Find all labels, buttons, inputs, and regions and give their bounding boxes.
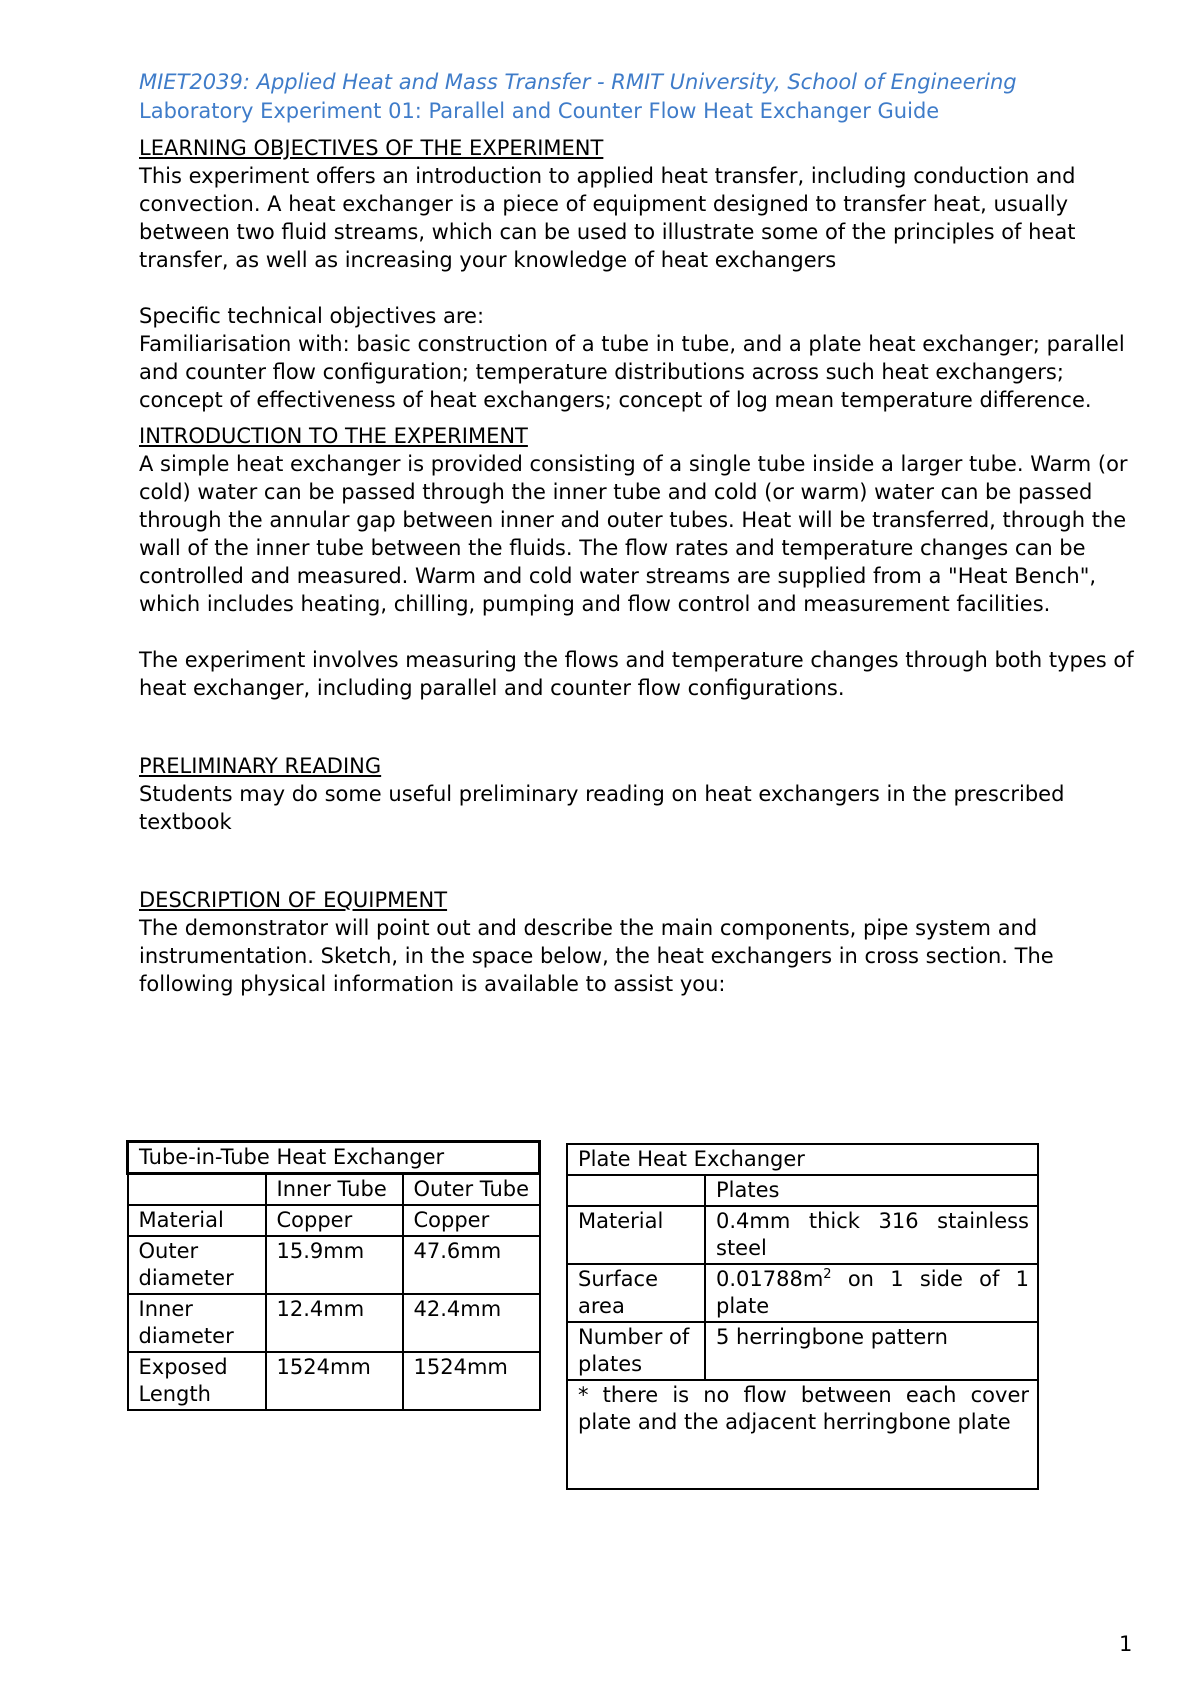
row-label: Surface area — [567, 1264, 705, 1322]
introduction-paragraph-2: The experiment involves measuring the flows and temperature changes through both types of heat exchanger, including parallel and counter flow configurations. — [139, 648, 1134, 700]
row-label: Material — [567, 1206, 705, 1264]
reading-text: Students may do some useful preliminary reading on heat exchangers in the prescribed textbook — [139, 782, 1065, 834]
plate-table-corner — [567, 1175, 705, 1206]
tube-table-corner — [128, 1174, 266, 1206]
plate-heat-exchanger-table — [566, 1143, 1039, 1490]
specific-objectives-text: Familiarisation with: basic construction of a tube in tube, and a plate heat exchanger; parallel and counter flow configuration; temperature distributions across such heat exchangers; concept of effectiveness of heat exchangers; concept of log mean temperature difference. — [139, 332, 1125, 412]
table-row — [128, 1352, 540, 1410]
row-label: Number of plates — [567, 1322, 705, 1380]
table-row — [128, 1236, 540, 1294]
tube-table-title: Tube-in-Tube Heat Exchanger — [128, 1142, 540, 1174]
table-row — [128, 1205, 540, 1236]
plate-value: 0.4mm thick 316 stainless steel — [705, 1206, 1038, 1264]
inner-value: 1524mm — [266, 1352, 403, 1410]
outer-value: 1524mm — [403, 1352, 540, 1410]
introduction-title: INTRODUCTION TO THE EXPERIMENT — [139, 424, 528, 448]
row-label: Outer diameter — [128, 1236, 266, 1294]
introduction-paragraph-1: A simple heat exchanger is provided consisting of a single tube inside a larger tube. Warm (or cold) water can be passed through the inner tube and cold (or warm) water can be passed through the annular gap between inner and outer tubes. Heat will be transferred, through the wall of the inner tube between the fluids. The flow rates and temperature changes can be controlled and measured. Warm and cold water streams are supplied from a "Heat Bench", which includes heating, chilling, pumping and flow control and measurement facilities. — [139, 452, 1128, 616]
tube-table-header-inner: Inner Tube — [266, 1174, 403, 1206]
plate-table-note: * there is no flow between each cover plate and the adjacent herringbone plate — [567, 1380, 1038, 1489]
lab-header: Laboratory Experiment 01: Parallel and Counter Flow Heat Exchanger Guide — [139, 99, 940, 123]
inner-value: Copper — [266, 1205, 403, 1236]
page-number: 1 — [1119, 1632, 1133, 1656]
objectives-intro: This experiment offers an introduction to applied heat transfer, including conduction and convection. A heat exchanger is a piece of equipment designed to transfer heat, usually between two fluid streams, which can be used to illustrate some of the principles of heat transfer, as well as increasing your knowledge of heat exchangers — [139, 164, 1076, 272]
table-row — [567, 1264, 1038, 1322]
outer-value: 47.6mm — [403, 1236, 540, 1294]
plate-table-title: Plate Heat Exchanger — [567, 1144, 1038, 1175]
page-content — [139, 68, 1139, 998]
table-row — [567, 1206, 1038, 1264]
surface-area-suffix: on 1 side of 1 plate — [716, 1267, 1029, 1318]
plate-table-header-plates: Plates — [705, 1175, 1038, 1206]
row-label: Inner diameter — [128, 1294, 266, 1352]
plate-value: 5 herringbone pattern — [705, 1322, 1038, 1380]
course-header: MIET2039: Applied Heat and Mass Transfer - RMIT University, School of Engineering — [139, 70, 1017, 94]
equipment-title: DESCRIPTION OF EQUIPMENT — [139, 888, 448, 912]
specific-objectives-heading: Specific technical objectives are: — [139, 304, 485, 328]
table-row — [128, 1294, 540, 1352]
objectives-title: LEARNING OBJECTIVES OF THE EXPERIMENT — [139, 136, 604, 160]
outer-value: 42.4mm — [403, 1294, 540, 1352]
row-label: Material — [128, 1205, 266, 1236]
row-label: Exposed Length — [128, 1352, 266, 1410]
reading-title: PRELIMINARY READING — [139, 754, 382, 778]
table-row — [567, 1322, 1038, 1380]
equipment-text: The demonstrator will point out and describe the main components, pipe system and instrumentation. Sketch, in the space below, the heat exchangers in cross section. The following physical information is available to assist you: — [139, 916, 1054, 996]
surface-area-exponent: 2 — [823, 1267, 832, 1282]
tube-table-header-outer: Outer Tube — [403, 1174, 540, 1206]
inner-value: 12.4mm — [266, 1294, 403, 1352]
inner-value: 15.9mm — [266, 1236, 403, 1294]
outer-value: Copper — [403, 1205, 540, 1236]
plate-value — [705, 1264, 1038, 1322]
tube-in-tube-table — [126, 1140, 541, 1411]
surface-area-value: 0.01788m — [716, 1267, 824, 1291]
